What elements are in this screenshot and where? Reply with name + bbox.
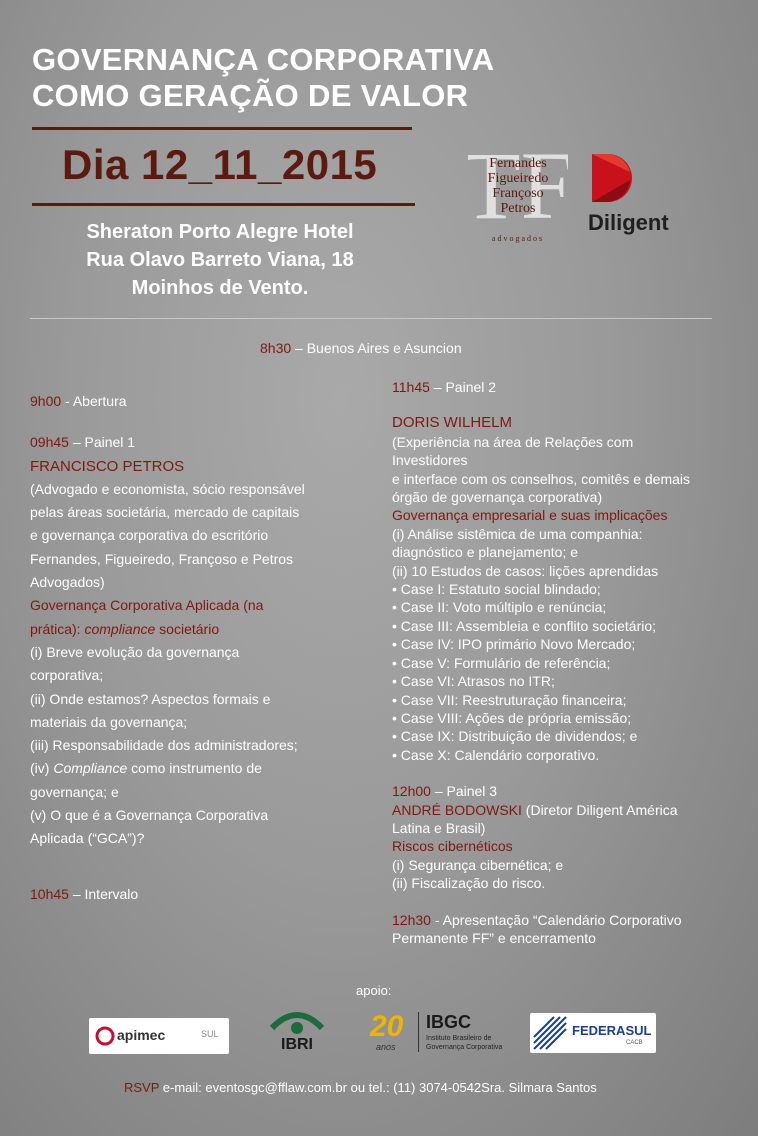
painel1-line [30,431,330,454]
item2-4: • Case I: Estatuto social blindado; [392,581,601,598]
bio2-line-4: órgão de governança corporativa) [392,489,603,506]
bio1-line-4: Fernandes, Figueiredo, Françoso e Petros [30,550,294,567]
topic1-part-c: societário [155,620,220,637]
speaker3-bio-a: (Diretor Diligent América [521,801,678,818]
bio1-line-1: (Advogado e economista, sócio responsável [30,480,305,497]
federasul-mark-icon [532,1015,568,1051]
painel1-time: 09h45 [30,434,69,451]
speaker3-line [392,801,722,819]
item2-1: (i) Análise sistêmica de uma companhia: [392,525,643,542]
ff-name-1: Fernandes [489,156,547,171]
apimec-logo [89,1018,229,1054]
ibgc-years: 20 [370,1010,404,1043]
opening-time: 8h30 [260,340,292,356]
federasul-logo [530,1013,656,1053]
item1-line-1: (i) Breve evolução da governança [30,643,240,660]
item2-5: • Case II: Voto múltiplo e renúncia; [392,599,607,616]
ibgc-anos: anos [376,1042,396,1052]
sponsors-label: apoio: [356,983,392,998]
abertura-time: 9h00 [30,393,62,409]
ibgc-logo [370,1010,510,1056]
ibgc-wordmark: IBGC [426,1012,471,1032]
item3-1: (i) Segurança cibernética; e [392,856,564,873]
event-venue [50,218,390,302]
closing-text-b: Permanente FF” e encerramento [392,929,596,946]
item1-after-2: (v) O que é a Governança Corporativa [30,807,269,824]
speaker3-name: ANDRÉ BODOWSKI [392,801,522,818]
bio2-line-2: Investidores [392,452,468,469]
item2-6: • Case III: Assembleia e conflito societário; [392,617,657,634]
painel3-time: 12h00 [392,783,431,800]
opening-text: – Buenos Aires e Asuncion [291,340,462,356]
abertura-line [30,390,330,413]
topic3: Riscos cibernéticos [392,838,513,855]
item-iv-b: Compliance [53,760,128,777]
item1-iv [30,757,330,780]
item-iv-a: (iv) [30,760,54,777]
item1-after-3: Aplicada (“GCA”)? [30,830,145,847]
ibgc-sub-1: Instituto Brasileiro de [426,1035,492,1042]
painel3-text: – Painel 3 [430,783,498,800]
closing-time: 12h30 [392,911,431,928]
rsvp-label: RSVP [124,1080,160,1095]
venue-line-3: Moinhos de Vento. [131,277,309,299]
divider-bottom [32,203,415,206]
apimec-mark-icon [95,1024,115,1048]
ibri-mark-icon [268,1006,326,1040]
speaker2-name: DORIS WILHELM [392,414,513,432]
bio1-line-2: pelas áreas societária, mercado de capitais [30,504,300,521]
bio2-line-3: e interface com os conselhos, comitês e demais [392,470,691,487]
apimec-wordmark: apimec [117,1027,166,1043]
topic2: Governança empresarial e suas implicações [392,507,668,524]
item-iv-c: como instrumento de [127,760,262,777]
rsvp-line [124,1080,597,1095]
item1-after-1: governança; e [30,783,119,800]
diligent-wordmark: Diligent [588,210,669,235]
item2-9: • Case VI: Atrasos no ITR; [392,673,555,690]
fernandes-figueiredo-logo [468,140,568,244]
speaker3-bio-b: Latina e Brasil) [392,819,486,836]
diligent-mark-icon [588,150,688,210]
federasul-wordmark: FEDERASUL [572,1023,652,1038]
intervalo-line [30,883,330,906]
abertura-text: - Abertura [61,393,127,409]
item2-7: • Case IV: IPO primário Novo Mercado; [392,636,636,653]
item1-line-4: materiais da governança; [30,713,188,730]
painel3-line [392,782,722,800]
intervalo-text: – Intervalo [68,885,139,902]
federasul-cacb: CACB [626,1040,643,1046]
ibgc-separator [418,1012,419,1052]
bio1-line-3: e governança corporativa do escritório [30,527,269,544]
topic1-line-2 [30,618,330,641]
topic1-part-a: prática): [30,620,85,637]
closing-text-a: - Apresentação “Calendário Corporativo [430,911,682,928]
opening-line [260,340,462,356]
item2-12: • Case IX: Distribuição de dividendos; e [392,728,638,745]
item1-line-5: (iii) Responsabilidade dos administradores; [30,737,298,754]
event-title [32,42,552,114]
svg-text:TF: TF [468,140,568,239]
ff-subtitle: advogados [491,234,545,243]
intervalo-time: 10h45 [30,885,69,902]
ibri-logo [268,1006,326,1062]
rsvp-text: e-mail: eventosgc@fflaw.com.br ou tel.: (11) 3074-0542Sra. Silmara Santos [159,1080,597,1095]
venue-line-1: Sheraton Porto Alegre Hotel [86,221,354,243]
apimec-sul: SUL [201,1029,219,1039]
right-column [392,378,722,947]
painel2-line [392,378,722,396]
section-divider [30,318,712,319]
speaker1-name: FRANCISCO PETROS [30,457,185,475]
closing-line [392,911,722,929]
item2-3: (ii) 10 Estudos de casos: lições aprendidas [392,562,659,579]
diligent-logo [588,150,688,240]
painel1-text: – Painel 1 [68,434,136,451]
ff-name-2: Figueiredo [487,171,549,186]
ff-name-4: Petros [500,201,536,216]
divider-top [32,127,412,130]
item2-13: • Case X: Calendário corporativo. [392,746,600,763]
item1-line-3: (ii) Onde estamos? Aspectos formais e [30,690,271,707]
item2-11: • Case VIII: Ações de própria emissão; [392,709,632,726]
bio1-line-5: Advogados) [30,574,105,591]
venue-line-2: Rua Olavo Barreto Viana, 18 [86,249,354,271]
painel2-text: – Painel 2 [429,379,497,395]
bio2-line-1: (Experiência na área de Relações com [392,433,634,450]
topic1-part-b: compliance [84,620,156,637]
item3-2: (ii) Fiscalização do risco. [392,875,546,892]
ibgc-sub-2: Governança Corporativa [426,1044,503,1051]
item1-line-2: corporativa; [30,667,104,684]
painel2-time: 11h45 [392,379,430,395]
ff-name-3: Françoso [492,186,544,201]
ibri-wordmark: IBRI [281,1036,313,1053]
item2-10: • Case VII: Reestruturação financeira; [392,691,627,708]
item2-2: diagnóstico e planejamento; e [392,544,579,561]
event-date: Dia 12_11_2015 [62,141,378,188]
topic1-line-1: Governança Corporativa Aplicada (na [30,597,264,614]
left-column [30,390,330,906]
item2-8: • Case V: Formulário de referência; [392,654,611,671]
title-line-1: GOVERNANÇA CORPORATIVA [32,42,495,77]
title-line-2: COMO GERAÇÃO DE VALOR [32,78,469,113]
